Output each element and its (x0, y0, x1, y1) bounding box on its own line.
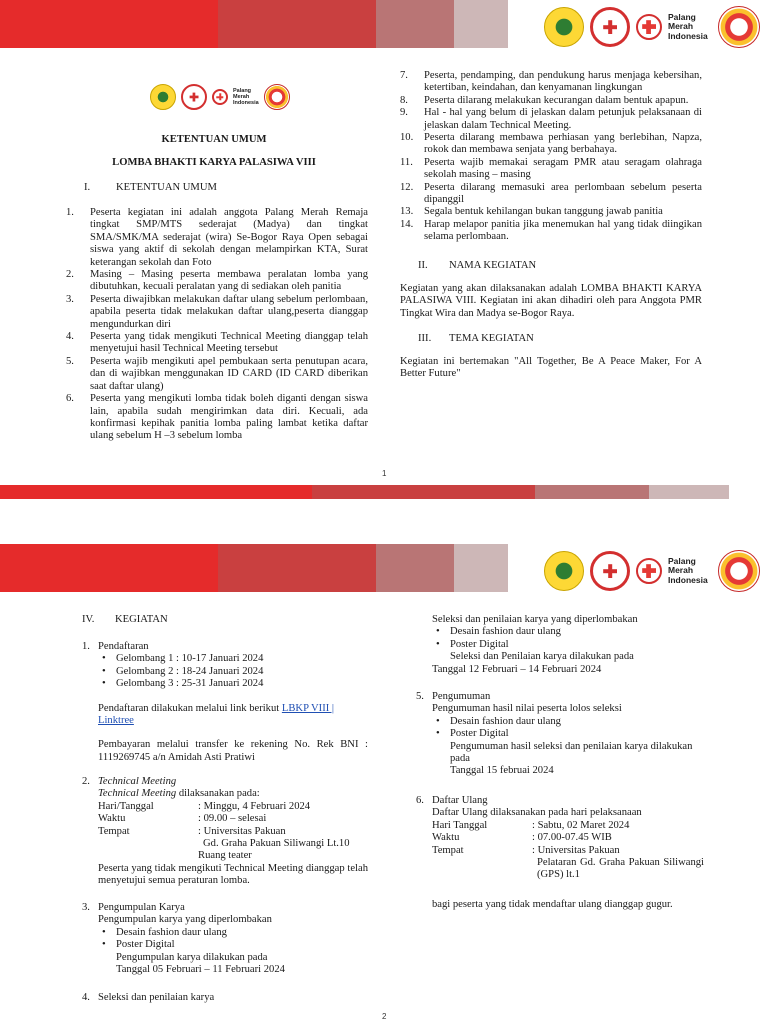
date-text: Tanggal 12 Februari – 14 Februari 2024 (432, 663, 602, 675)
item-number: 14. (400, 218, 414, 230)
detail-value: Pelataran Gd. Graha Pakuan Siliwangi (GPS) lt.1 (537, 857, 704, 881)
detail-value: : 07.00-07.45 WIB (532, 832, 612, 844)
list-item: • Poster Digital (434, 728, 704, 740)
subsection-number: 3. (82, 902, 90, 913)
item-number: 9. (400, 107, 408, 119)
daftar-ulang-details (432, 820, 704, 882)
item-number: 1. (66, 207, 74, 218)
subsection-number: 4. (82, 992, 90, 1003)
rules-list-left (66, 207, 368, 443)
section-number: III. (418, 333, 432, 344)
item-text: Harap melapor panitia jika menemukan hal yang tidak diingikan selama perlombaan. (424, 218, 702, 243)
list-item (66, 356, 368, 393)
pmi-kota-logo (181, 84, 207, 110)
item-number: 7. (400, 70, 408, 81)
band-segment (0, 0, 218, 48)
section-title: NAMA KEGIATAN (449, 260, 537, 271)
detail-value: Gd. Graha Pakuan Siliwangi Lt.10 (203, 838, 350, 850)
school-emblem-logo (150, 84, 176, 110)
item-text: Peserta wajib mengikuti apel pembukaan serta penutupan acara, dan di wajibkan menggunakan ID CARD (ID CARD diberikan saat daftar ulang) (90, 355, 368, 392)
small-logos (150, 84, 290, 110)
linktree-link[interactable]: LBKP VIII | (281, 702, 335, 714)
pmi-cross-logo (212, 89, 228, 105)
subsection-heading (416, 795, 704, 807)
pmi-kota-logo (590, 7, 630, 47)
detail-text: Pengumuman hasil seleksi dan penilaian karya dilakukan pada (450, 740, 693, 765)
detail-value: : Universitas Pakuan (198, 825, 286, 837)
list-item (400, 182, 702, 207)
pmi-cross-logo (636, 14, 662, 40)
strip-segment (0, 485, 312, 499)
item-text: Peserta yang tidak mengikuti Technical Meeting dianggap telah menyetujui hasil Technical Meeting tersebut (90, 331, 368, 355)
detail-key: Tempat (432, 844, 464, 856)
subsection-title: Pendaftaran (98, 641, 149, 652)
section-number: I. (84, 182, 91, 193)
pmi-name-text (668, 13, 712, 41)
palasiwa-logo (264, 84, 290, 110)
page-title: KETENTUAN UMUM (161, 134, 267, 145)
subsection-heading (82, 902, 368, 914)
band-segment (0, 544, 218, 592)
list-item (400, 157, 702, 182)
seleksi-block (432, 614, 704, 676)
pendaftaran-block (82, 641, 368, 764)
item-number: 6. (66, 393, 74, 405)
section-title: TEMA KEGIATAN (449, 333, 534, 344)
item-text: Peserta kegiatan ini adalah anggota Palang Merah Remaja tingkat SMP/MTS sederajat (Madya) dan tingkat SMA/SMK/MA sederajat (wira) Se-Bogor Raya Open sebagai siswa yang aktif di sekolah dengan melampirkan KTA, Surat keterangan sekolah dan Foto (90, 207, 368, 268)
detail-key: Hari Tanggal (432, 819, 488, 831)
list-item: • Gelombang 3 : 25-31 Januari 2024 (100, 678, 368, 690)
subsection-number: 6. (416, 795, 424, 806)
list-item: • Gelombang 2 : 18-24 Januari 2024 (100, 666, 368, 678)
item-number: 8. (400, 94, 408, 106)
pmi-name-line: Merah (233, 93, 250, 100)
list-item (400, 132, 702, 157)
item-text: Peserta diwajibkan melakukan daftar ulang sebelum perlombaan, apabila peserta tidak melakukan daftar ulang,peserta dianggap mengundurkan diri (90, 293, 368, 330)
footer-strip (0, 485, 729, 499)
list-item (66, 269, 368, 294)
list-item (400, 70, 702, 95)
subsection-subtitle: Pengumpulan karya yang diperlombakan (98, 914, 272, 926)
date-text: Tanggal 05 Februari – 11 Februari 2024 (116, 964, 285, 976)
band-segment (454, 544, 508, 592)
subsection-title: Daftar Ulang (432, 795, 488, 806)
list-item (66, 294, 368, 331)
school-emblem-logo (544, 7, 584, 47)
item-text: Peserta dilarang melakukan kecurangan dalam bentuk apapun. (424, 94, 689, 106)
item-number: 10. (400, 132, 414, 144)
pengumpulan-block (82, 902, 368, 976)
detail-key: Waktu (432, 832, 460, 844)
list-item: • Desain fashion daur ulang (100, 927, 368, 939)
item-number: 13. (400, 206, 414, 218)
subsection-number: 2. (82, 776, 90, 787)
item-number: 12. (400, 181, 414, 193)
band-segment (376, 544, 454, 592)
daftar-ulang-note: bagi peserta yang tidak mendaftar ulang dianggap gugur. (432, 898, 673, 910)
subsection-heading (82, 776, 368, 788)
band-segment (376, 0, 454, 48)
list-item (66, 207, 368, 269)
list-item (66, 393, 368, 443)
pmi-name-line: Merah (668, 565, 694, 576)
page-number: 2 (382, 1012, 387, 1021)
item-text: Peserta dilarang membawa perhiasan yang berlebihan, Napza, rokok dan membawa senjata yang berbahaya. (424, 132, 702, 156)
pmi-name-line: Palang (668, 555, 696, 566)
pmi-name-line: Palang (668, 11, 696, 22)
pmi-name-text (233, 88, 259, 106)
seleksi-heading-block (82, 992, 368, 1004)
works-list (432, 626, 704, 651)
detail-key: Waktu (98, 813, 126, 825)
section-paragraph: Kegiatan ini bertemakan "All Together, Be A Peace Maker, For A Better Future" (400, 356, 702, 380)
detail-value: : Sabtu, 02 Maret 2024 (532, 819, 630, 831)
list-item: • Desain fashion daur ulang (434, 716, 704, 728)
list-item: • Poster Digital (434, 639, 704, 651)
page-number: 1 (382, 469, 387, 478)
pmi-name-line: Palang (233, 87, 252, 94)
detail-value: : 09.00 – selesai (198, 813, 267, 825)
detail-value: : Minggu, 4 Februari 2024 (198, 800, 311, 812)
subsection-subtitle: Seleksi dan penilaian karya yang diperlombakan (432, 614, 638, 625)
tm-intro-italic: Technical Meeting (98, 788, 177, 800)
pmi-name-text (668, 557, 712, 585)
item-text: Peserta, pendamping, dan pendukung harus menjaga kebersihan, ketertiban, keindahan, dan kenyamanan lingkungan (424, 70, 702, 94)
payment-text: Pembayaran melalui transfer ke rekening No. Rek BNI : 1119269745 a/n Amidah Asti Pratiwi (98, 739, 368, 763)
works-list (98, 927, 368, 952)
pmi-cross-logo (636, 558, 662, 584)
palasiwa-logo (718, 550, 760, 592)
subsection-heading (416, 691, 704, 703)
works-list (432, 716, 704, 741)
section-number: IV. (82, 614, 95, 625)
item-text: Peserta dilarang memasuki area perlombaan sebelum peserta dipanggil (424, 181, 702, 206)
item-text: Peserta yang mengikuti lomba tidak boleh diganti dengan siswa lain, apabila sudah mengirimkan data diri. Kecuali, ada konfirmasi kepihak panitia lomba paling lambat ketika daftar ulang sebelum H –3 sebelum lomba (90, 393, 368, 442)
subsection-title: Technical Meeting (98, 776, 177, 787)
list-item (400, 95, 702, 107)
pmi-name-line: Indonesia (668, 30, 708, 41)
detail-text: Pengumpulan karya dilakukan pada (116, 951, 268, 963)
list-item: • Desain fashion daur ulang (434, 626, 704, 638)
tm-intro (98, 788, 368, 800)
list-item: • Gelombang 1 : 10-17 Januari 2024 (100, 653, 368, 665)
item-text: Segala bentuk kehilangan bukan tanggung jawab panitia (424, 206, 663, 218)
subsection-subtitle: Pengumuman hasil nilai peserta lolos seleksi (432, 703, 622, 715)
subsection-title: Pengumpulan Karya (98, 902, 185, 913)
subsection-heading (82, 992, 368, 1004)
header-logos (544, 550, 760, 592)
palasiwa-logo (718, 6, 760, 48)
strip-segment (535, 485, 649, 499)
linktree-link[interactable]: Linktree (98, 715, 134, 727)
list-item (400, 107, 702, 132)
detail-value: : Universitas Pakuan (532, 844, 620, 856)
subsection-title: Seleksi dan penilaian karya (98, 992, 215, 1003)
strip-segment (312, 485, 535, 499)
tm-details (98, 801, 368, 863)
detail-text: Seleksi dan Penilaian karya dilakukan pada (450, 651, 634, 663)
list-item (400, 206, 702, 218)
detail-key: Hari/Tanggal (98, 800, 154, 812)
band-segment (454, 0, 508, 48)
section-paragraph: Kegiatan yang akan dilaksanakan adalah LOMBA BHAKTI KARYA PALASIWA VIII. Kegiatan ini akan dihadiri oleh para Anggota PMR Tingkat Wira dan Madya se-Bogor Raya. (400, 283, 702, 319)
school-emblem-logo (544, 551, 584, 591)
item-number: 3. (66, 293, 74, 305)
section-title: KETENTUAN UMUM (116, 182, 217, 193)
daftar-ulang-block (416, 795, 704, 911)
subsection-subtitle: Daftar Ulang dilaksanakan pada hari pelaksanaan (432, 807, 642, 819)
subsection-heading (82, 641, 368, 653)
item-text: Peserta wajib memakai seragam PMR atau seragam olahraga sekolah masing – masing (424, 156, 702, 181)
date-text: Tanggal 15 februai 2024 (450, 765, 554, 777)
link-prefix: Pendaftaran dilakukan melalui link berikut (98, 702, 280, 714)
item-number: 2. (66, 269, 74, 281)
item-text: Hal - hal yang belum di jelaskan dalam petunjuk pelaksanaan di jelaskan dalam Technical Meeting. (424, 107, 702, 131)
detail-key: Tempat (98, 825, 130, 837)
item-number: 11. (400, 156, 413, 168)
pmi-name-line: Indonesia (233, 100, 259, 107)
subsection-title: Pengumuman (432, 691, 491, 702)
detail-value: Ruang teater (198, 850, 252, 862)
header-logos (544, 6, 760, 48)
tm-intro-rest: dilaksanakan pada: (176, 788, 260, 800)
pengumuman-block (416, 691, 704, 778)
band-segment (218, 0, 376, 48)
strip-segment (649, 485, 729, 499)
list-item (400, 219, 702, 244)
section-title: KEGIATAN (115, 614, 168, 625)
wave-list (98, 653, 368, 690)
band-segment (218, 544, 376, 592)
item-number: 5. (66, 355, 74, 367)
section-number: II. (418, 260, 428, 271)
registration-link-text (98, 703, 368, 728)
subsection-number: 5. (416, 691, 424, 702)
tm-note: Peserta yang tidak mengikuti Technical Meeting dianggap telah menyetujui semua peraturan lomba. (98, 862, 368, 887)
page-subtitle: LOMBA BHAKTI KARYA PALASIWA VIII (112, 157, 316, 168)
pmi-name-line: Indonesia (668, 574, 708, 585)
item-number: 4. (66, 331, 74, 343)
technical-meeting-block (82, 776, 368, 888)
pmi-name-line: Merah (668, 21, 694, 32)
list-item (66, 331, 368, 356)
pmi-kota-logo (590, 551, 630, 591)
rules-list-right (400, 70, 702, 244)
item-text: Masing – Masing peserta membawa peralatan lomba yang dibutuhkan, kecuali peralatan yang di sediakan oleh panitia (90, 269, 368, 293)
list-item: • Poster Digital (100, 939, 368, 951)
subsection-number: 1. (82, 641, 90, 652)
document-page-2 (0, 512, 768, 1024)
